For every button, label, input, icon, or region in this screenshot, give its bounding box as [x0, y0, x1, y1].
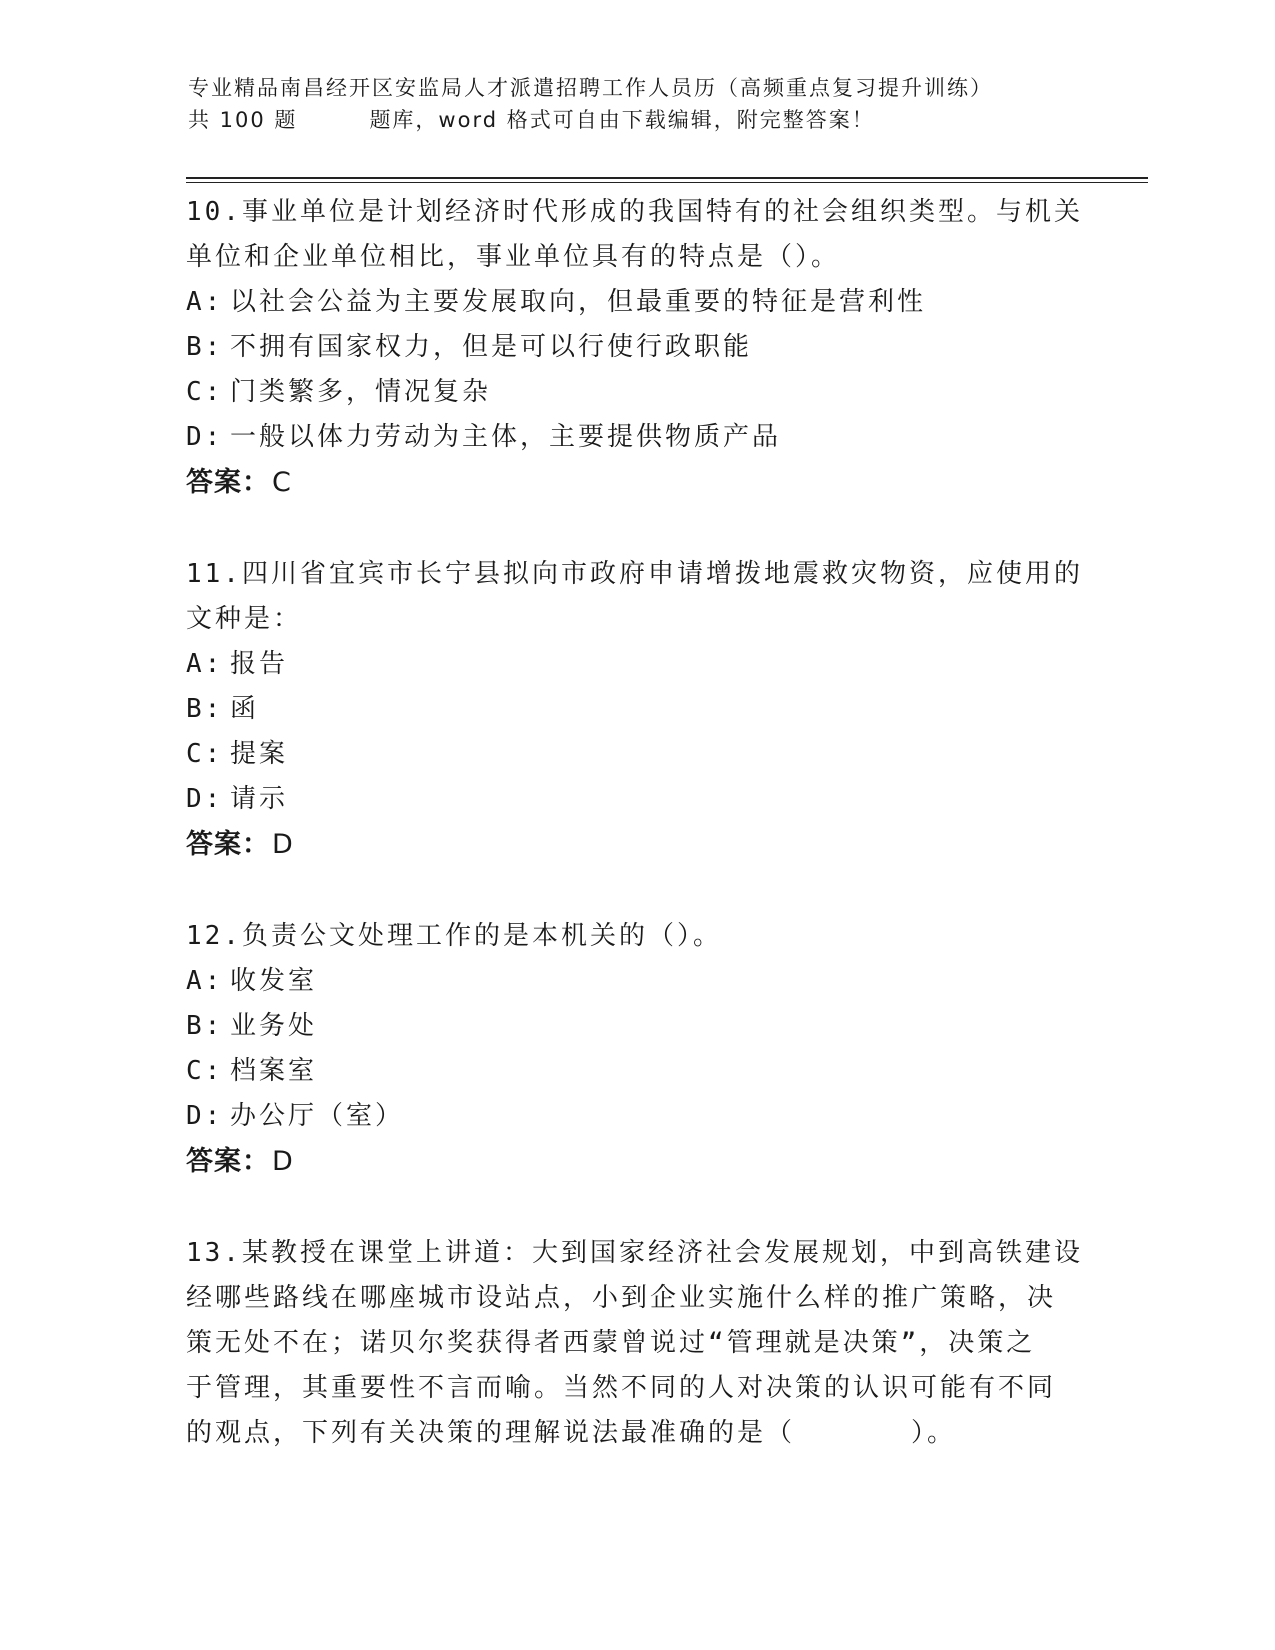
header-divider [186, 177, 1148, 179]
question-stem-line: 经哪些路线在哪座城市设站点，小到企业实施什么样的推广策略，决 [186, 1283, 1057, 1313]
answer-line [186, 822, 1086, 868]
option-key: C: [186, 377, 224, 407]
option-key: C: [186, 1056, 224, 1086]
option-text: 收发室 [230, 966, 318, 996]
option-text: 办公厅（室） [230, 1101, 405, 1131]
option-text: 提案 [230, 739, 289, 769]
question-list [186, 190, 1086, 1502]
option-text: 一般以体力劳动为主体，主要提供物质产品 [230, 422, 782, 452]
option-text: 以社会公益为主要发展取向，但最重要的特征是营利性 [230, 287, 927, 317]
option-key: D: [186, 784, 224, 814]
option-text: 门类繁多，情况复杂 [230, 377, 492, 407]
option-key: B: [186, 694, 224, 724]
question-stem-line: 13.某教授在课堂上讲道：大到国家经济社会发展规划，中到高铁建设 [186, 1238, 1083, 1268]
question-12 [186, 914, 1086, 1185]
question-13 [186, 1231, 1086, 1456]
question-count: 共 100 题 [188, 108, 298, 132]
answer-line [186, 1139, 1086, 1185]
question-stem-line: 策无处不在；诺贝尔奖获得者西蒙曾说过“管理就是决策”，决策之 [186, 1328, 1036, 1358]
option-c [186, 732, 1086, 777]
option-b [186, 1004, 1086, 1049]
option-text: 档案室 [230, 1056, 318, 1086]
option-key: A: [186, 966, 224, 996]
header-note: 题库，word 格式可自由下载编辑，附完整答案！ [369, 108, 875, 132]
option-key: B: [186, 1011, 224, 1041]
option-c [186, 1049, 1086, 1094]
option-key: A: [186, 287, 224, 317]
question-stem-line: 文种是： [186, 604, 303, 634]
answer-label: 答案： [186, 467, 270, 498]
option-text: 请示 [230, 784, 289, 814]
question-stem-line: 11.四川省宜宾市长宁县拟向市政府申请增拨地震救灾物资，应使用的 [186, 559, 1083, 589]
answer-value: D [272, 1146, 294, 1177]
answer-value: C [272, 467, 292, 498]
header-title-line: 专业精品南昌经开区安监局人才派遣招聘工作人员历（高频重点复习提升训练） [188, 76, 993, 100]
header-subtitle-line [188, 104, 1088, 136]
option-b [186, 687, 1086, 732]
question-stem-line: 于管理，其重要性不言而喻。当然不同的人对决策的认识可能有不同 [186, 1373, 1057, 1403]
option-d [186, 415, 1086, 460]
answer-line [186, 460, 1086, 506]
question-stem-line: 12.负责公文处理工作的是本机关的（）。 [186, 921, 722, 951]
question-10 [186, 190, 1086, 506]
option-d [186, 1094, 1086, 1139]
option-c [186, 370, 1086, 415]
option-text: 不拥有国家权力，但是可以行使行政职能 [230, 332, 753, 362]
question-stem-line: 单位和企业单位相比，事业单位具有的特点是（）。 [186, 242, 841, 272]
option-key: D: [186, 1101, 224, 1131]
option-text: 业务处 [230, 1011, 318, 1041]
option-a [186, 642, 1086, 687]
option-d [186, 777, 1086, 822]
option-key: B: [186, 332, 224, 362]
option-a [186, 959, 1086, 1004]
answer-label: 答案： [186, 829, 270, 860]
answer-value: D [272, 829, 294, 860]
document-header [188, 72, 1088, 136]
question-11 [186, 552, 1086, 868]
option-text: 报告 [230, 649, 289, 679]
option-key: C: [186, 739, 224, 769]
option-text: 函 [230, 694, 260, 724]
option-a [186, 280, 1086, 325]
question-stem-line: 10.事业单位是计划经济时代形成的我国特有的社会组织类型。与机关 [186, 197, 1083, 227]
option-key: D: [186, 422, 224, 452]
answer-label: 答案： [186, 1146, 270, 1177]
option-key: A: [186, 649, 224, 679]
option-b [186, 325, 1086, 370]
question-stem-line: 的观点，下列有关决策的理解说法最准确的是（ ）。 [186, 1418, 957, 1448]
header-divider-thin [186, 182, 1148, 183]
